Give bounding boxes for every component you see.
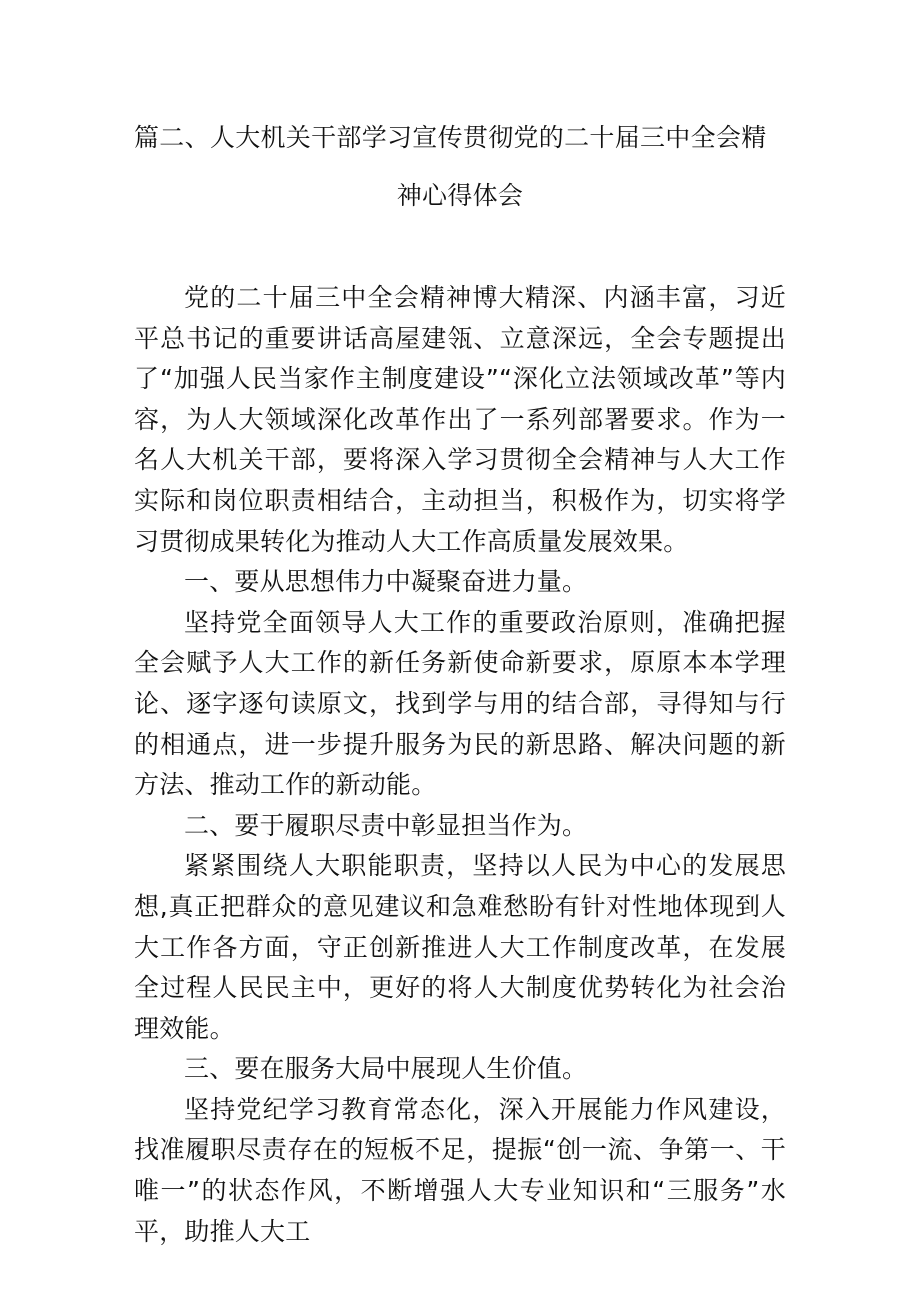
document-title-line-2: 神心得体会 — [396, 181, 524, 210]
section-3-paragraph: 坚持党纪学习教育常态化，深入开展能力作风建设，找准履职尽责存在的短板不足，提振“创一流、争第一、干唯一”的状态作风，不断增强人大专业知识和“三服务”水平，助推人大工 — [134, 1094, 786, 1246]
section-3-heading: 三、要在服务大局中展现人生价值。 — [184, 1054, 588, 1084]
section-1-paragraph: 坚持党全面领导人大工作的重要政治原则，准确把握全会赋予人大工作的新任务新使命新要求，原原本本学理论、逐字逐句读原文，找到学与用的结合部，寻得知与行的相通点，进一步提升服务为民的新思路、解决问题的新方法、推动工作的新动能。 — [134, 607, 786, 800]
section-2-heading: 二、要于履职尽责中彰显担当作为。 — [184, 810, 588, 840]
section-1-heading: 一、要从思想伟力中凝聚奋进力量。 — [184, 567, 588, 597]
section-2-paragraph: 紧紧围绕人大职能职责，坚持以人民为中心的发展思想,真正把群众的意见建议和急难愁盼有针对性地体现到人大工作各方面，守正创新推进人大工作制度改革，在发展全过程人民民主中，更好的将人大制度优势转化为社会治理效能。 — [134, 851, 786, 1043]
document-body — [134, 278, 786, 1252]
document-title-line-1: 篇二、人大机关干部学习宣传贯彻党的二十届三中全会精 — [134, 123, 767, 152]
intro-paragraph: 党的二十届三中全会精神博大精深、内涵丰富，习近平总书记的重要讲话高屋建瓴、立意深远，全会专题提出了“加强人民当家作主制度建设”“深化立法领域改革”等内容，为人大领域深化改革作出了一系列部署要求。作为一名人大机关干部，要将深入学习贯彻全会精神与人大工作实际和岗位职责相结合，主动担当，积极作为，切实将学习贯彻成果转化为推动人大工作高质量发展效果。 — [134, 283, 786, 556]
